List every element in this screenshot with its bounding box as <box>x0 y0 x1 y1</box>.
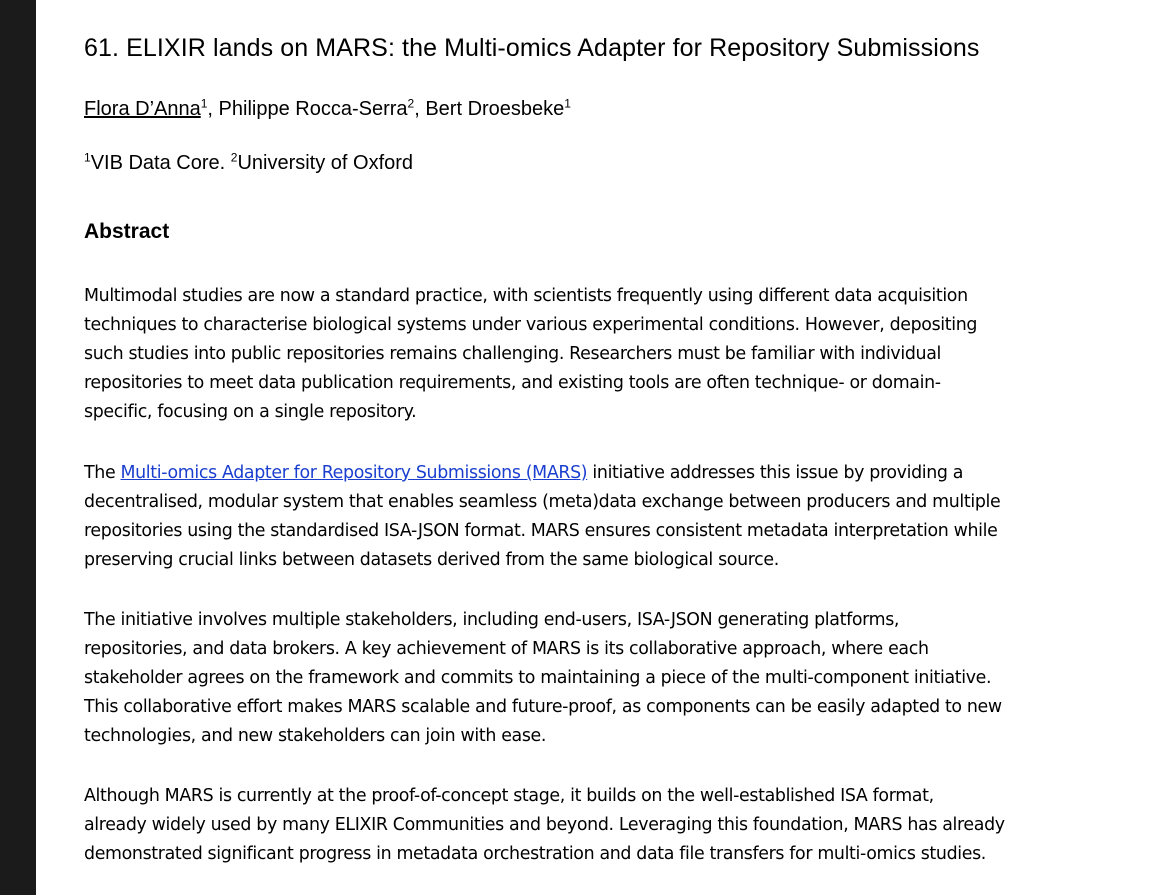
document-title: 61. ELIXIR lands on MARS: the Multi-omics Adapter for Repository Submissions <box>84 34 980 62</box>
left-dark-bar <box>0 0 36 895</box>
text-line: already widely used by many ELIXIR Communities and beyond. Leveraging this foundation, MARS has already <box>84 815 1005 835</box>
text-line: decentralised, modular system that enables seamless (meta)data exchange between producers and multiple <box>84 492 1001 512</box>
text-line <box>84 459 1154 488</box>
text-line: stakeholder agrees on the framework and commits to maintaining a piece of the multi-component initiative. <box>84 668 992 688</box>
affiliation-list <box>84 152 413 175</box>
text-line: repositories to meet data publication requirements, and existing tools are often technique- or domain- <box>84 373 941 393</box>
author-affiliation-marker: 1 <box>200 96 208 111</box>
text-fragment: The <box>84 463 121 483</box>
abstract-heading: Abstract <box>84 220 170 243</box>
author-name: Philippe Rocca-Serra <box>218 98 408 120</box>
mars-link[interactable]: Multi-omics Adapter for Repository Submissions (MARS) <box>120 463 588 483</box>
text-line: The initiative involves multiple stakeholders, including end-users, ISA-JSON generating platforms, <box>84 610 900 630</box>
author-separator: , <box>207 98 219 120</box>
abstract-paragraph <box>84 282 1154 427</box>
text-line: specific, focusing on a single repository. <box>84 402 417 422</box>
abstract-paragraph <box>84 782 1154 869</box>
text-line: This collaborative effort makes MARS scalable and future-proof, as components can be easily adapted to new <box>84 697 1002 717</box>
author-list <box>84 98 571 121</box>
author-affiliation-marker: 1 <box>564 96 571 111</box>
text-line: repositories, and data brokers. A key achievement of MARS is its collaborative approach, where each <box>84 639 929 659</box>
text-line: preserving crucial links between datasets derived from the same biological source. <box>84 550 779 570</box>
text-line: demonstrated significant progress in metadata orchestration and data file transfers for multi-omics studies. <box>84 844 986 864</box>
affiliation-marker: 2 <box>230 150 238 165</box>
text-line: technologies, and new stakeholders can join with ease. <box>84 726 547 746</box>
author-name: Bert Droesbeke <box>425 98 565 120</box>
affiliation-text: University of Oxford <box>237 152 414 174</box>
text-line: Multimodal studies are now a standard practice, with scientists frequently using different data acquisition <box>84 286 968 306</box>
affiliation-text: VIB Data Core. <box>90 152 231 174</box>
abstract-paragraph <box>84 606 1154 751</box>
document-page <box>36 0 1170 895</box>
text-line: Although MARS is currently at the proof-of-concept stage, it builds on the well-established ISA format, <box>84 786 934 806</box>
text-line: such studies into public repositories remains challenging. Researchers must be familiar with individual <box>84 344 941 364</box>
text-fragment: initiative addresses this issue by providing a <box>587 463 964 483</box>
abstract-paragraph <box>84 459 1154 575</box>
text-line: techniques to characterise biological systems under various experimental conditions. However, depositing <box>84 315 978 335</box>
author-affiliation-marker: 2 <box>407 96 415 111</box>
author-name: Flora D’Anna <box>84 98 201 120</box>
text-line: repositories using the standardised ISA-JSON format. MARS ensures consistent metadata interpretation while <box>84 521 998 541</box>
author-separator: , <box>414 98 426 120</box>
affiliation-marker: 1 <box>84 150 91 165</box>
